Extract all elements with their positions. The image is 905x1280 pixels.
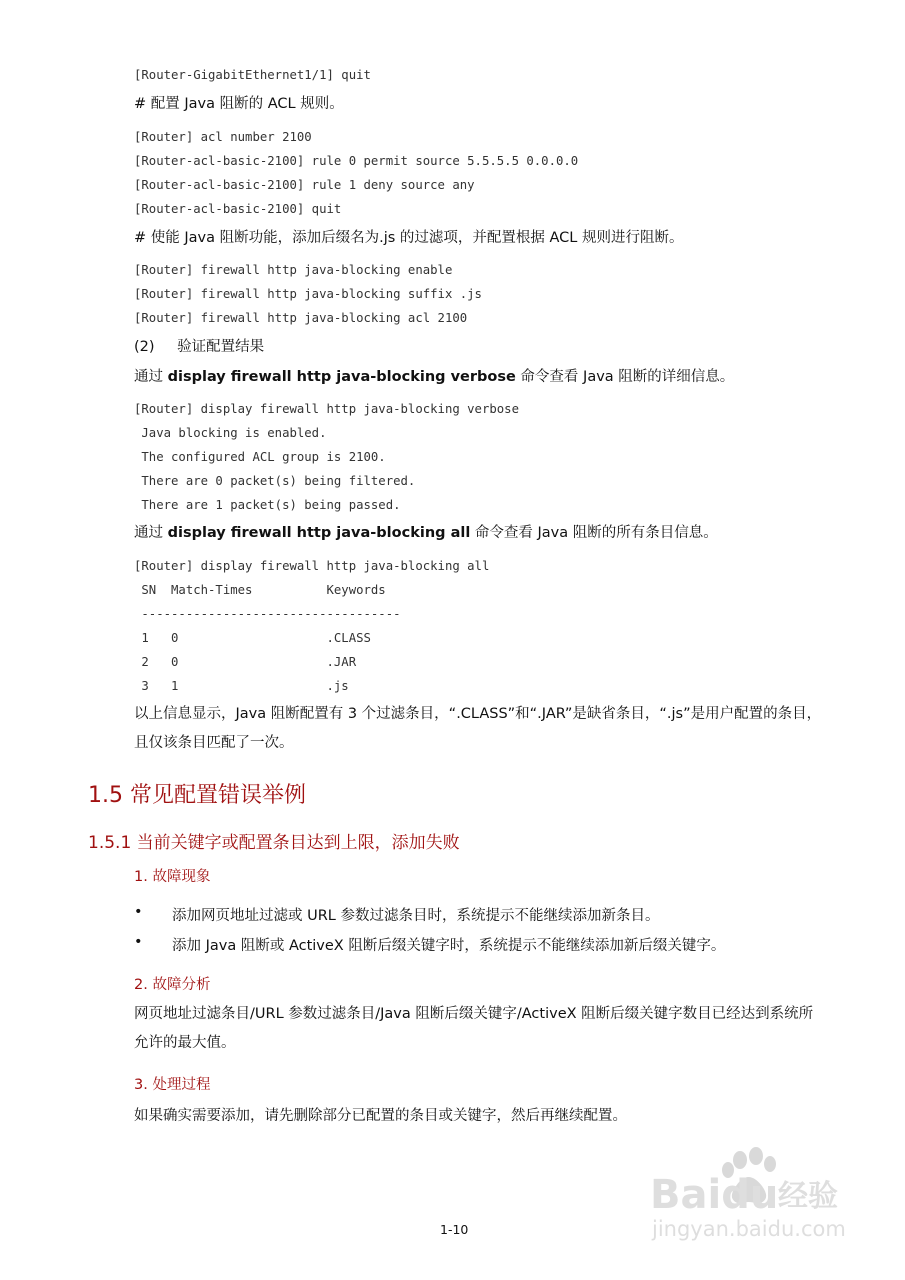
page-number: 1-10 [440,1222,469,1237]
code-line: ----------------------------------- [134,607,401,621]
para-text: 命令查看 Java 阻断的所有条目信息。 [470,525,718,541]
watermark-brand: Baidu [650,1172,779,1218]
bullet-text: 添加网页地址过滤或 URL 参数过滤条目时，系统提示不能继续添加新条目。 [172,908,660,924]
watermark-url: jingyan.baidu.com [652,1217,846,1241]
code-line: [Router-acl-basic-2100] rule 0 permit source 5.5.5.5 0.0.0.0 [134,154,579,168]
bullet-dot: • [134,934,143,950]
verify-heading [134,337,264,357]
analysis-paragraph: 网页地址过滤条目/URL 参数过滤条目/Java 阻断后缀关键字/ActiveX 阻断后缀关键字数目已经达到系统所允许的最大值。 [134,1006,814,1051]
code-line: There are 1 packet(s) being passed. [134,498,401,512]
code-line: [Router] display firewall http java-blocking verbose [134,402,519,416]
code-line: 3 1 .js [134,679,349,693]
baidu-watermark-logo [648,1146,848,1246]
heading-symptom: 1. 故障现象 [134,869,211,885]
comment-acl: # 配置 Java 阻断的 ACL 规则。 [134,96,344,112]
code-line: [Router-GigabitEthernet1/1] quit [134,68,371,82]
code-line: [Router-acl-basic-2100] quit [134,202,342,216]
code-line: [Router] acl number 2100 [134,130,312,144]
para-all [134,523,718,543]
code-line: Java blocking is enabled. [134,426,327,440]
para-text: 通过 [134,369,168,385]
process-paragraph: 如果确实需要添加，请先删除部分已配置的条目或关键字，然后再继续配置。 [134,1108,627,1124]
code-line: 2 0 .JAR [134,655,357,669]
para-verbose [134,367,734,387]
summary-paragraph: 以上信息显示，Java 阻断配置有 3 个过滤条目，“.CLASS”和“.JAR”是缺省条目，“.js”是用户配置的条目，且仅该条目匹配了一次。 [134,706,822,751]
section-heading-1-5: 1.5 常见配置错误举例 [88,783,306,808]
para-text: 命令查看 Java 阻断的详细信息。 [515,369,735,385]
watermark-brand-cn: 经验 [778,1179,838,1214]
command-name: display firewall http java-blocking verbose [167,369,516,385]
code-line: [Router] firewall http java-blocking suffix .js [134,287,482,301]
bullet-dot: • [134,904,143,920]
comment-enable: # 使能 Java 阻断功能，添加后缀名为.js 的过滤项，并配置根据 ACL 规则进行阻断。 [134,230,684,246]
code-line: [Router-acl-basic-2100] rule 1 deny source any [134,178,475,192]
bullet-text: 添加 Java 阻断或 ActiveX 阻断后缀关键字时，系统提示不能继续添加新后缀关键字。 [172,938,726,954]
code-line: The configured ACL group is 2100. [134,450,386,464]
heading-analysis: 2. 故障分析 [134,977,211,993]
para-text: 通过 [134,525,168,541]
verify-number: (2) [134,339,155,355]
heading-process: 3. 处理过程 [134,1077,211,1093]
code-line: 1 0 .CLASS [134,631,371,645]
code-line: [Router] display firewall http java-blocking all [134,559,490,573]
verify-label: 验证配置结果 [177,339,265,355]
code-line: [Router] firewall http java-blocking enable [134,263,453,277]
code-line: SN Match-Times Keywords [134,583,386,597]
command-name: display firewall http java-blocking all [167,525,471,541]
section-heading-1-5-1: 1.5.1 当前关键字或配置条目达到上限，添加失败 [88,833,460,853]
code-line: There are 0 packet(s) being filtered. [134,474,416,488]
code-line: [Router] firewall http java-blocking acl 2100 [134,311,468,325]
